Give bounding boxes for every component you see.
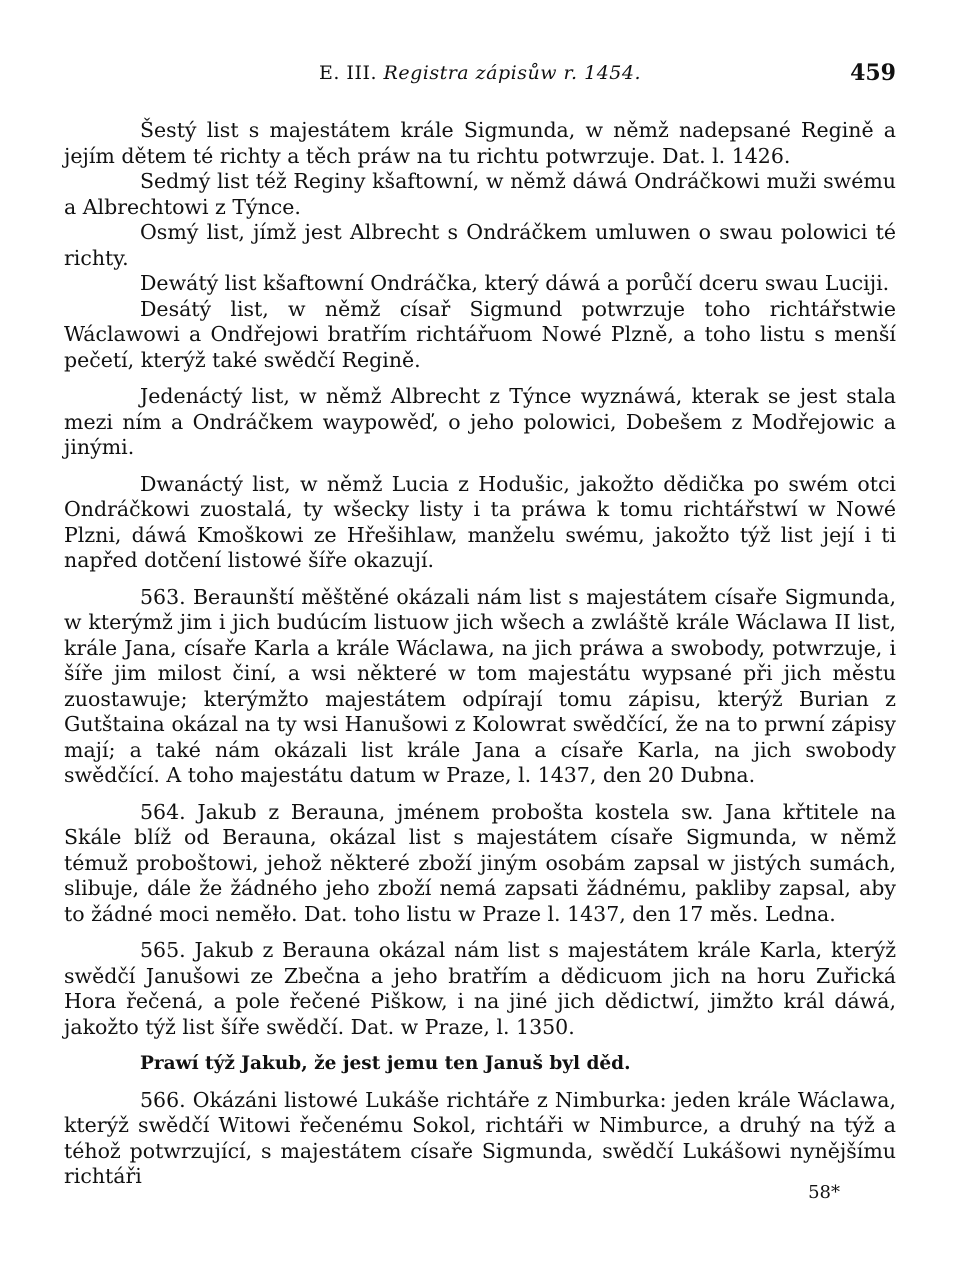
paragraph: Dewátý list kšaftowní Ondráčka, který dáwá a porůčí dceru swau Luciji. <box>140 271 890 295</box>
entry-565: 565. Jakub z Berauna okázal nám list s majestátem krále Karla, kterýž swědčí Janušowi ze Zbečna a jeho bratřím a dědicuom jich na horu Zuřická Hora řečená, a pole řečené Piškow, i na jiné jich dědictwí, jimžto král dáwá, jakožto týž list šíře swědčí. Dat. w Praze, l. 1350. <box>64 938 896 1039</box>
entry-563: 563. Beraunští měštěné okázali nám list s majestátem císaře Sigmunda, w kterýmž jim i jich budúcím listuow jich wšech a zwláště krále Wáclawa II list, krále Jana, císaře Karla a krále Wáclawa, na jich práwa a swobody, potwrzuje, i šíře jim milost činí, a wsi některé w tom majestátu wypsané při jich městu zuostawuje; kterýmžto majestátem odpírají tomu zápisu, kterýž Burian z Gutštaina okázal na ty wsi Hanušowi z Kolowrat swědčící, že na to prwní zápisy mají; a také nám okázali list krále Jana a císaře Karla, na jich swobody swědčící. A toho majestátu datum w Praze, l. 1437, den 20 Dubna. <box>64 584 896 787</box>
paragraph: Dwanáctý list, w němž Lucia z Hodušic, jakožto dědička po swém otci Ondráčkowi zuostalá, ty wšecky listy i ta práwa k tomu richtářstwí w Nowé Plzni, dáwá Kmoškowi ze Hřešihlaw, manželu swému, jakožto týž list její i ti napřed dotčení listowé šíře okazují. <box>64 471 896 572</box>
running-header <box>64 62 896 98</box>
section-label: E. III. <box>318 62 377 84</box>
paragraph: Šestý list s majestátem krále Sigmunda, w němž nadepsané Regině a jejím dětem té richty a těch práw na tu richtu potwrzuje. Dat. l. 1426. <box>64 118 896 168</box>
running-title <box>64 62 896 84</box>
page <box>64 62 896 1190</box>
note-line: Prawí týž Jakub, že jest jemu ten Januš byl děd. <box>140 1053 631 1074</box>
signature-mark: 58* <box>808 1182 840 1203</box>
page-number: 459 <box>850 60 896 86</box>
entry-564: 564. Jakub z Berauna, jménem probošta kostela sw. Jana křtitele na Skále blíž od Berauna, okázal list s majestátem císaře Sigmunda, w němž témuž proboštowi, jehož některé zboží jiným osobám zapsal w jistých sumách, slibuje, dále že žádného jeho zboží nemá zapsati žádnému, pakliby zapsal, aby to žádné moci neměło. Dat. toho listu w Praze l. 1437, den 17 měs. Ledna. <box>64 799 896 926</box>
entry-566: 566. Okázáni listowé Lukáše richtáře z Nimburka: jeden krále Wáclawa, kterýž swědčí Witowi řečenému Sokol, richtáři w Nimburce, a druhý na týž a téhož potwrzující, s majestátem císaře Sigmunda, swědčí Lukášowi nynějšímu richtáři <box>64 1087 896 1188</box>
paragraph: Osmý list, jímž jest Albrecht s Ondráčkem umluwen o swau polowici té richty. <box>64 220 896 270</box>
paragraph: Jedenáctý list, w němž Albrecht z Týnce wyznáwá, kterak se jest stala mezi ním a Ondráčkem waypowěď, o jeho polowici, Dobešem z Modřejowic a jinými. <box>64 384 896 459</box>
text-body <box>64 118 896 1190</box>
register-title: Registra zápisůw r. 1454. <box>383 62 642 84</box>
paragraph: Sedmý list též Reginy kšaftowní, w němž dáwá Ondráčkowi muži swému a Albrechtowi z Týnce. <box>64 169 896 219</box>
paragraph: Desátý list, w němž císař Sigmund potwrzuje toho richtářstwie Wáclawowi a Ondřejowi bratřím richtářuom Nowé Plzně, a toho listu s menší pečetí, kterýž také swědčí Regině. <box>64 296 896 372</box>
